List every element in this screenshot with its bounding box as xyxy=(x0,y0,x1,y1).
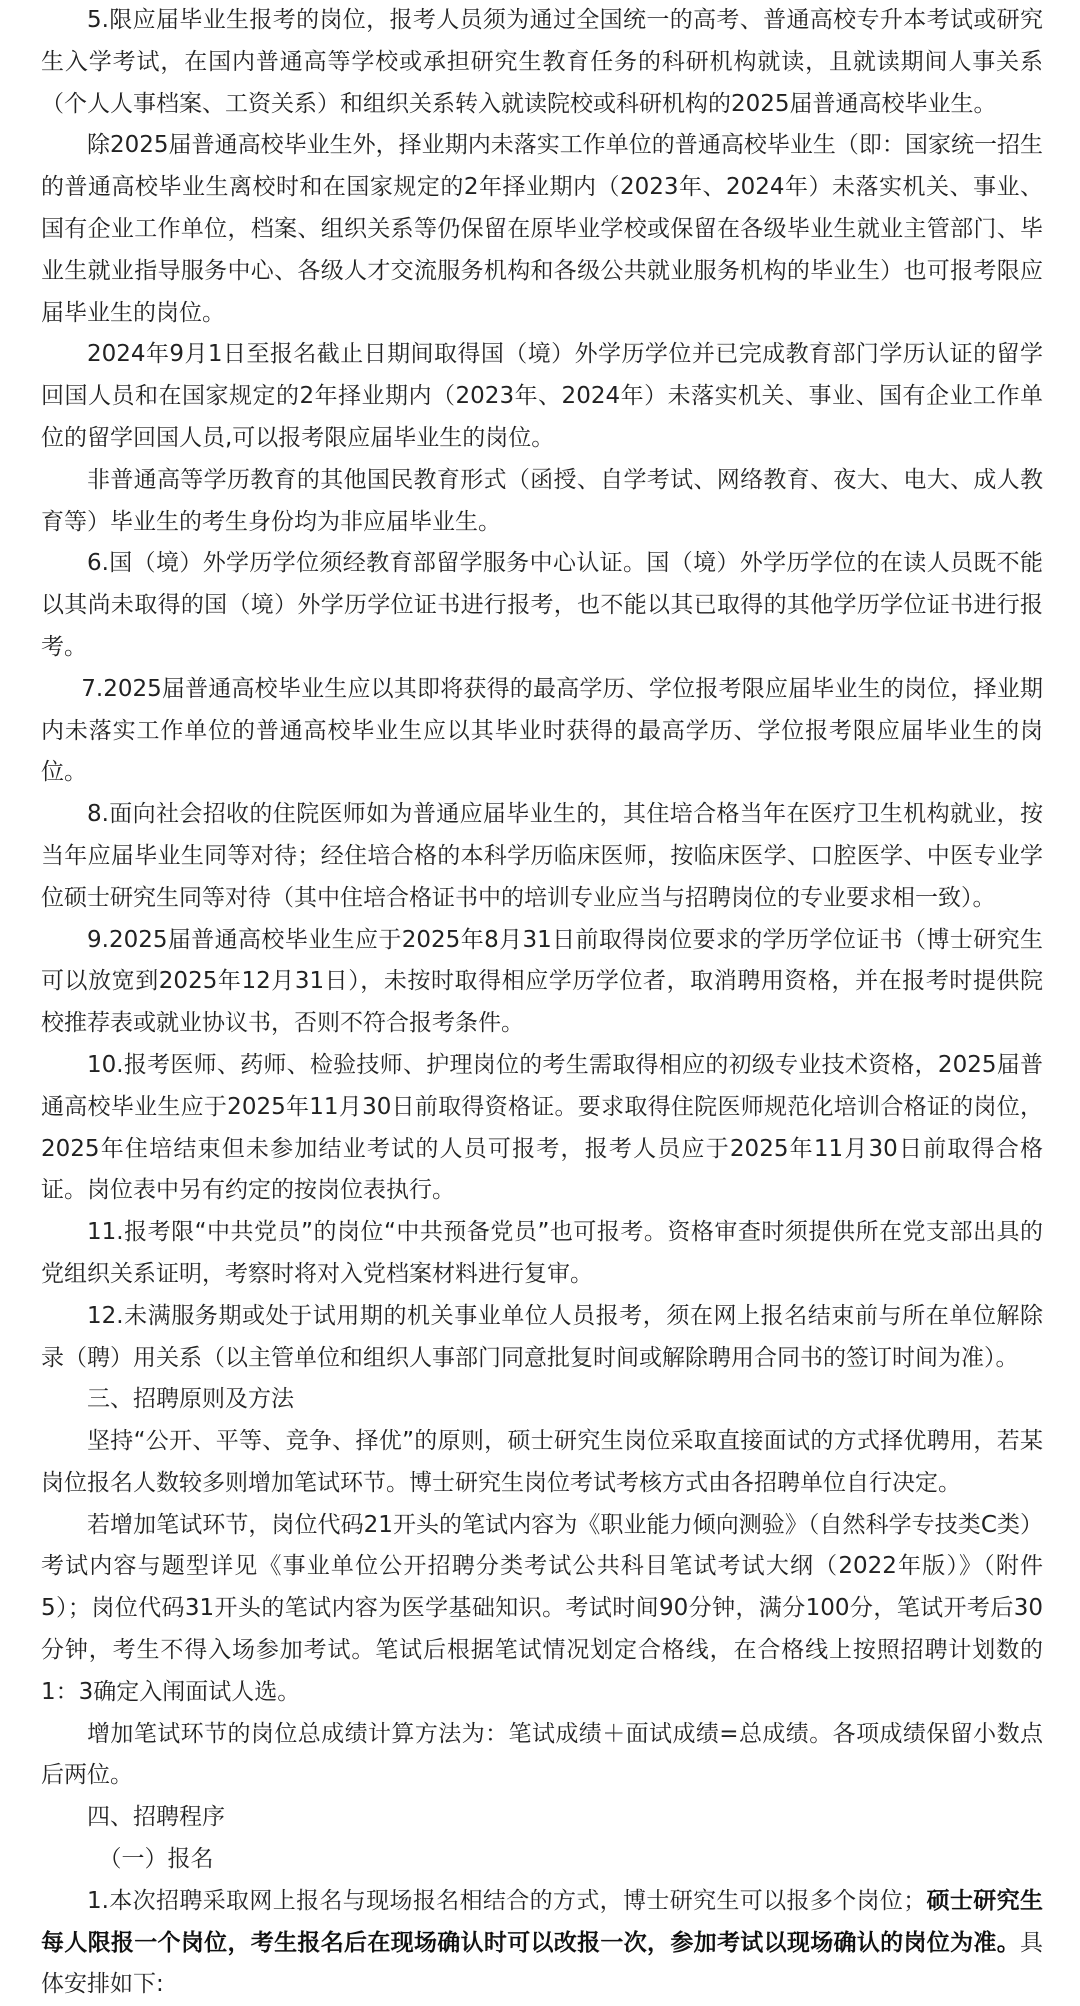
paragraph-principles: 坚持“公开、平等、竞争、择优”的原则，硕士研究生岗位采取直接面试的方式择优聘用，若某岗位报名人数较多则增加笔试环节。博士研究生岗位考试考核方式由各招聘单位自行决定。 xyxy=(41,1428,1043,1496)
section-heading-principles: 三、招聘原则及方法 xyxy=(87,1386,294,1413)
paragraph-item-6: 6.国（境）外学历学位须经教育部留学服务中心认证。国（境）外学历学位的在读人员既不能以其尚未取得的国（境）外学历学位证书进行报考，也不能以其已取得的其他学历学位证书进行报考。 xyxy=(41,550,1043,660)
paragraph-overseas-returnees: 2024年9月1日至报名截止日期间取得国（境）外学历学位并已完成教育部门学历认证的留学回国人员和在国家规定的2年择业期内（2023年、2024年）未落实机关、事业、国有企业工作单位的留学回国人员,可以报考限应届毕业生的岗位。 xyxy=(41,341,1043,451)
registration-text-bold: 硕士研究生每人限报一个岗位，考生报名后在现场确认时可以改报一次，参加考试以现场确认的岗位为准。 xyxy=(41,1887,1044,1956)
section-heading-procedure: 四、招聘程序 xyxy=(87,1804,225,1831)
registration-text-end: 具体安排如下: xyxy=(41,1929,1043,1998)
document-body xyxy=(41,0,1043,2006)
paragraph-item-12: 12.未满服务期或处于试用期的机关事业单位人员报考，须在网上报名结束前与所在单位解除录（聘）用关系（以主管单位和组织人事部门同意批复时间或解除聘用合同书的签订时间为准）。 xyxy=(41,1302,1043,1371)
paragraph-item-5: 5.限应届毕业生报考的岗位，报考人员须为通过全国统一的高考、普通高校专升本考试或研究生入学考试，在国内普通高等学校或承担研究生教育任务的科研机构就读，且就读期间人事关系（个人人事档案、工资关系）和组织关系转入就读院校或科研机构的2025届普通高校毕业生。 xyxy=(41,7,1043,117)
paragraph-item-11: 11.报考限“中共党员”的岗位“中共预备党员”也可报考。资格审查时须提供所在党支部出具的党组织关系证明，考察时将对入党档案材料进行复审。 xyxy=(41,1219,1043,1287)
paragraph-item-8: 8.面向社会招收的住院医师如为普通应届毕业生的，其住培合格当年在医疗卫生机构就业，按当年应届毕业生同等对待；经住培合格的本科学历临床医师，按临床医学、口腔医学、中医专业学位硕士研究生同等对待（其中住培合格证书中的培训专业应当与招聘岗位的专业要求相一致）。 xyxy=(41,801,1043,911)
paragraph-score-calculation: 增加笔试环节的岗位总成绩计算方法为：笔试成绩＋面试成绩=总成绩。各项成绩保留小数点后两位。 xyxy=(41,1720,1043,1789)
paragraph-item-7: 7.2025届普通高校毕业生应以其即将获得的最高学历、学位报考限应届毕业生的岗位，择业期内未落实工作单位的普通高校毕业生应以其毕业时获得的最高学历、学位报考限应届毕业生的岗位。 xyxy=(41,675,1043,786)
paragraph-item-9: 9.2025届普通高校毕业生应于2025年8月31日前取得岗位要求的学历学位证书（博士研究生可以放宽到2025年12月31日），未按时取得相应学历学位者，取消聘用资格，并在报考时提供院校推荐表或就业协议书，否则不符合报考条件。 xyxy=(41,926,1043,1037)
registration-text-start: 1.本次招聘采取网上报名与现场报名相结合的方式，博士研究生可以报多个岗位； xyxy=(87,1887,927,1914)
paragraph-graduates-extended: 除2025届普通高校毕业生外，择业期内未落实工作单位的普通高校毕业生（即：国家统一招生的普通高校毕业生离校时和在国家规定的2年择业期内（2023年、2024年）未落实机关、事业、国有企业工作单位，档案、组织关系等仍保留在原毕业学校或保留在各级毕业生就业主管部门、毕业生就业指导服务中心、各级人才交流服务机构和各级公共就业服务机构的毕业生）也可报考限应届毕业生的岗位。 xyxy=(41,132,1043,326)
paragraph-item-10: 10.报考医师、药师、检验技师、护理岗位的考生需取得相应的初级专业技术资格，2025届普通高校毕业生应于2025年11月30日前取得资格证。要求取得住院医师规范化培训合格证的岗位，2025年住培结束但未参加结业考试的人员可报考，报考人员应于2025年11月30日前取得合格证。岗位表中另有约定的按岗位表执行。 xyxy=(41,1051,1043,1204)
paragraph-registration-item-1 xyxy=(41,1881,1043,2006)
paragraph-non-regular-education: 非普通高等学历教育的其他国民教育形式（函授、自学考试、网络教育、夜大、电大、成人教育等）毕业生的考生身份均为非应届毕业生。 xyxy=(41,466,1043,535)
paragraph-written-exam: 若增加笔试环节，岗位代码21开头的笔试内容为《职业能力倾向测验》（自然科学专技类C类）考试内容与题型详见《事业单位公开招聘分类考试公共科目笔试考试大纲（2022年版）》（附件5）；岗位代码31开头的笔试内容为医学基础知识。考试时间90分钟，满分100分，笔试开考后30分钟，考生不得入场参加考试。笔试后根据笔试情况划定合格线，在合格线上按照招聘计划数的1：3确定入闱面试人选。 xyxy=(41,1511,1043,1705)
subsection-heading-registration: （一）报名 xyxy=(98,1846,214,1873)
